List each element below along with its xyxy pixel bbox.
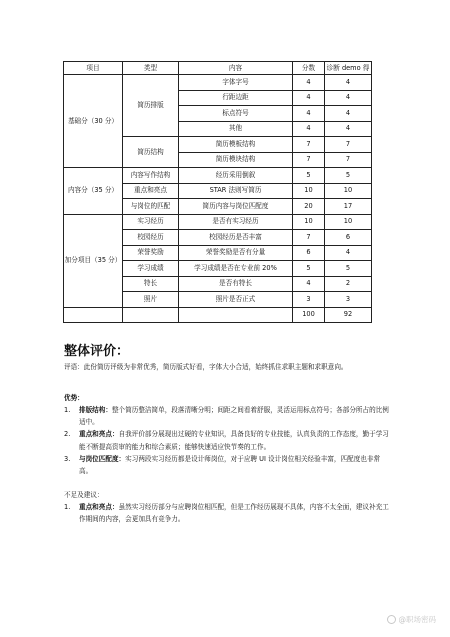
content-cell: 标点符号 bbox=[179, 106, 293, 122]
got-cell: 7 bbox=[325, 152, 372, 168]
advantages-list bbox=[64, 404, 390, 477]
content-cell: 荣誉奖励是否有分量 bbox=[179, 245, 293, 261]
category-cell: 基础分（30 分） bbox=[64, 75, 123, 168]
content-cell: 是否有特长 bbox=[179, 276, 293, 292]
score-cell: 5 bbox=[293, 261, 325, 277]
type-cell: 学习成绩 bbox=[123, 261, 179, 277]
content-cell: 学习成绩是否在专业前 20% bbox=[179, 261, 293, 277]
content-cell: 经历采用倒叙 bbox=[179, 168, 293, 184]
score-cell: 7 bbox=[293, 137, 325, 153]
content-cell: 其他 bbox=[179, 121, 293, 137]
type-cell: 简历排版 bbox=[123, 75, 179, 137]
content-cell: STAR 法则写简历 bbox=[179, 183, 293, 199]
item-title: 与岗位匹配度： bbox=[79, 454, 126, 463]
item-title: 重点和亮点： bbox=[79, 430, 119, 439]
header-cell: 诊断 demo 得 bbox=[325, 62, 372, 75]
item-text: 虽然实习经历部分与应聘岗位相匹配，但是工作经历展现不具体，内容不太全面，建议补充工作期间的内容，会更加具有竞争力。 bbox=[79, 503, 389, 524]
table-total-row bbox=[64, 307, 372, 323]
got-cell: 4 bbox=[325, 245, 372, 261]
list-item bbox=[64, 501, 390, 525]
got-cell: 3 bbox=[325, 292, 372, 308]
got-cell: 17 bbox=[325, 199, 372, 215]
type-cell: 荣誉奖励 bbox=[123, 245, 179, 261]
total-score-cell: 100 bbox=[293, 307, 325, 323]
item-text: 整个简历整洁简单，段落清晰分明；间距之间看着舒服，灵活运用标点符号；各部分所占的比例适中。 bbox=[79, 406, 389, 427]
got-cell: 4 bbox=[325, 121, 372, 137]
empty-cell bbox=[179, 307, 293, 323]
got-cell: 10 bbox=[325, 183, 372, 199]
content-cell: 行距边距 bbox=[179, 90, 293, 106]
content-cell: 简历内容与岗位匹配度 bbox=[179, 199, 293, 215]
content-cell: 是否有实习经历 bbox=[179, 214, 293, 230]
got-cell: 7 bbox=[325, 137, 372, 153]
table-header-row bbox=[64, 62, 372, 75]
type-cell: 简历结构 bbox=[123, 137, 179, 168]
score-cell: 3 bbox=[293, 292, 325, 308]
list-item bbox=[64, 428, 390, 452]
list-number: 1. bbox=[64, 503, 71, 511]
content-cell: 简历模块结构 bbox=[179, 152, 293, 168]
item-title: 排版结构： bbox=[79, 406, 112, 414]
item-text: 实习两段实习经历都是设计师岗位，对于应聘 UI 设计岗位相关经验丰富，匹配度也非常高。 bbox=[79, 454, 381, 476]
watermark-logo-icon bbox=[387, 615, 396, 624]
table-row bbox=[64, 214, 372, 230]
advantages-label: 优势： bbox=[64, 394, 84, 402]
score-cell: 5 bbox=[293, 168, 325, 184]
list-number: 1. bbox=[64, 406, 71, 414]
score-cell: 7 bbox=[293, 230, 325, 246]
type-cell: 内容写作结构 bbox=[123, 168, 179, 184]
item-text: 自我评价部分展现出过硬的专业知识，具备良好的专业技能，认真负责的工作态度，勤于学习能不断提高资审的能力和综合素质；能够快速适应快节奏的工作。 bbox=[79, 430, 389, 451]
evaluation-comment: 评语：此份简历评级为非常优秀，简历版式好看，字体大小合适，始终抓住求职主题和求职意向。 bbox=[64, 363, 348, 371]
content-cell: 字体字号 bbox=[179, 75, 293, 91]
watermark bbox=[387, 614, 437, 625]
type-cell: 实习经历 bbox=[123, 214, 179, 230]
score-cell: 4 bbox=[293, 276, 325, 292]
got-cell: 6 bbox=[325, 230, 372, 246]
got-cell: 2 bbox=[325, 276, 372, 292]
empty-cell bbox=[64, 307, 123, 323]
score-cell: 10 bbox=[293, 214, 325, 230]
header-cell: 分数 bbox=[293, 62, 325, 75]
total-got-cell: 92 bbox=[325, 307, 372, 323]
weakness-label: 不足及建议： bbox=[64, 491, 104, 499]
got-cell: 4 bbox=[325, 90, 372, 106]
got-cell: 4 bbox=[325, 75, 372, 91]
type-cell: 照片 bbox=[123, 292, 179, 308]
category-cell: 加分项目（35 分） bbox=[64, 214, 123, 307]
header-cell: 项目 bbox=[64, 62, 123, 75]
got-cell: 4 bbox=[325, 106, 372, 122]
type-cell: 特长 bbox=[123, 276, 179, 292]
score-cell: 4 bbox=[293, 106, 325, 122]
score-cell: 7 bbox=[293, 152, 325, 168]
list-item bbox=[64, 453, 390, 477]
list-number: 2. bbox=[64, 430, 71, 439]
content-cell: 照片是否正式 bbox=[179, 292, 293, 308]
header-cell: 类型 bbox=[123, 62, 179, 75]
score-cell: 10 bbox=[293, 183, 325, 199]
type-cell: 与岗位的匹配 bbox=[123, 199, 179, 215]
got-cell: 5 bbox=[325, 168, 372, 184]
score-cell: 4 bbox=[293, 121, 325, 137]
score-cell: 4 bbox=[293, 75, 325, 91]
table-row bbox=[64, 168, 372, 184]
section-heading: 整体评价： bbox=[64, 344, 130, 359]
table-row bbox=[64, 75, 372, 91]
item-title: 重点和亮点： bbox=[79, 503, 119, 511]
category-cell: 内容分（35 分） bbox=[64, 168, 123, 215]
header-cell: 内容 bbox=[179, 62, 293, 75]
list-item bbox=[64, 404, 390, 428]
list-number: 3. bbox=[64, 454, 71, 463]
score-cell: 6 bbox=[293, 245, 325, 261]
got-cell: 10 bbox=[325, 214, 372, 230]
empty-cell bbox=[123, 307, 179, 323]
watermark-text: @职场密码 bbox=[398, 615, 436, 624]
content-cell: 校园经历是否丰富 bbox=[179, 230, 293, 246]
content-cell: 简历模板结构 bbox=[179, 137, 293, 153]
got-cell: 5 bbox=[325, 261, 372, 277]
weakness-list bbox=[64, 501, 390, 525]
score-cell: 20 bbox=[293, 199, 325, 215]
score-cell: 4 bbox=[293, 90, 325, 106]
type-cell: 重点和亮点 bbox=[123, 183, 179, 199]
type-cell: 校园经历 bbox=[123, 230, 179, 246]
score-table bbox=[63, 61, 372, 323]
